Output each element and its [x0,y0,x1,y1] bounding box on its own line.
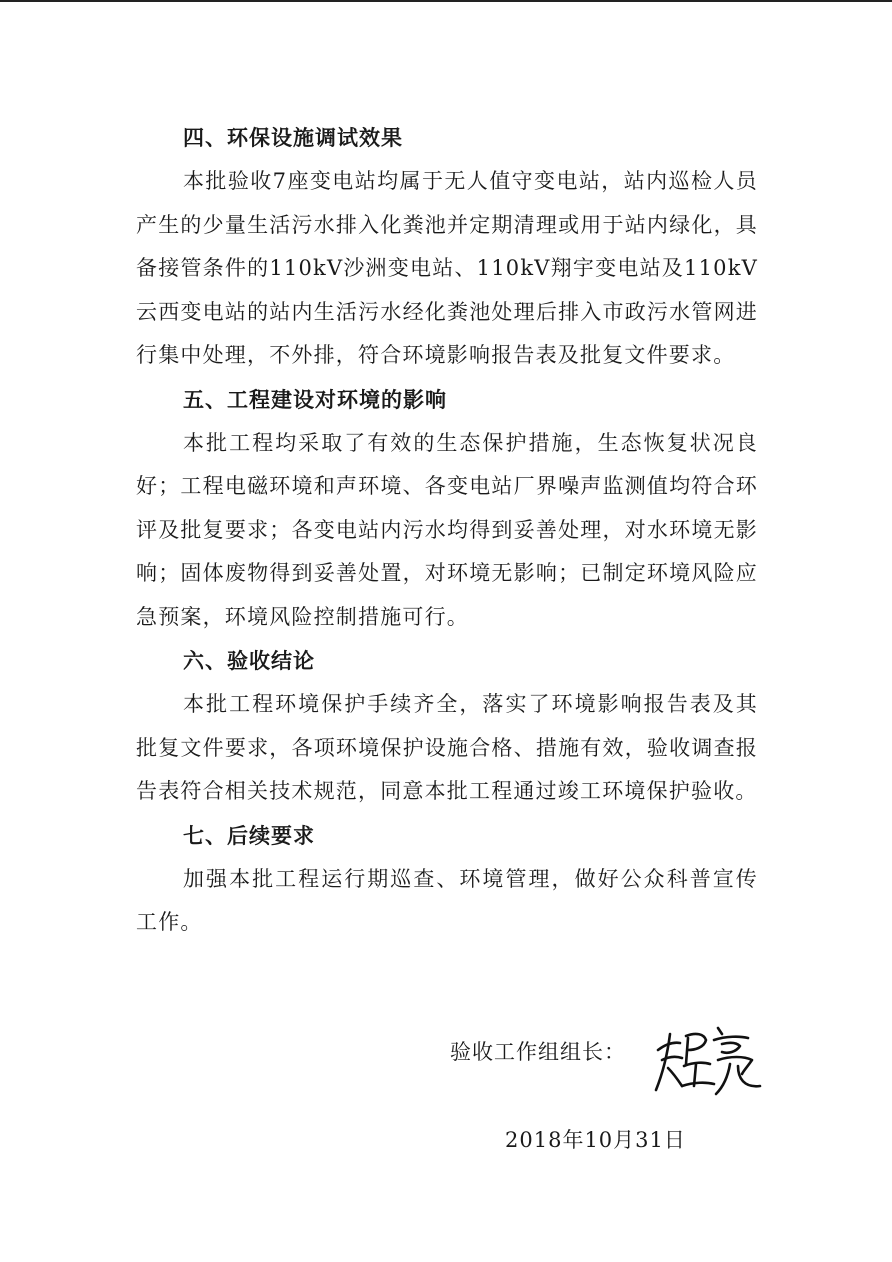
section-paragraph-6: 本批工程环境保护手续齐全，落实了环境影响报告表及其批复文件要求，各项环境保护设施合格、措施有效，验收调查报告表符合相关技术规范，同意本批工程通过竣工环境保护验收。 [136,692,758,803]
document-date: 2018年10月31日 [505,1128,686,1152]
section-paragraph-5: 本批工程均采取了有效的生态保护措施，生态恢复状况良好；工程电磁环境和声环境、各变电站厂界噪声监测值均符合环评及批复要求；各变电站内污水均得到妥善处理，对水环境无影响；固体废物得到妥善处置，对环境无影响；已制定环境风险应急预案，环境风险控制措施可行。 [136,430,758,629]
section-paragraph-7: 加强本批工程运行期巡查、环境管理，做好公众科普宣传工作。 [136,866,758,934]
signature-label: 验收工作组组长： [450,1040,626,1064]
section-heading-5: 五、工程建设对环境的影响 [183,387,447,412]
handwritten-signature [648,1020,768,1100]
section-paragraph-4: 本批验收7座变电站均属于无人值守变电站，站内巡检人员产生的少量生活污水排入化粪池并定期清理或用于站内绿化，具备接管条件的110kV沙洲变电站、110kV翔宇变电站及110kV云西变电站的站内生活污水经化粪池处理后排入市政污水管网进行集中处理，不外排，符合环境影响报告表及批复文件要求。 [136,169,758,367]
document-body [136,116,758,945]
section-heading-6: 六、验收结论 [183,649,315,673]
section-heading-7: 七、后续要求 [183,823,315,848]
section-heading-4: 四、环保设施调试效果 [183,126,403,150]
